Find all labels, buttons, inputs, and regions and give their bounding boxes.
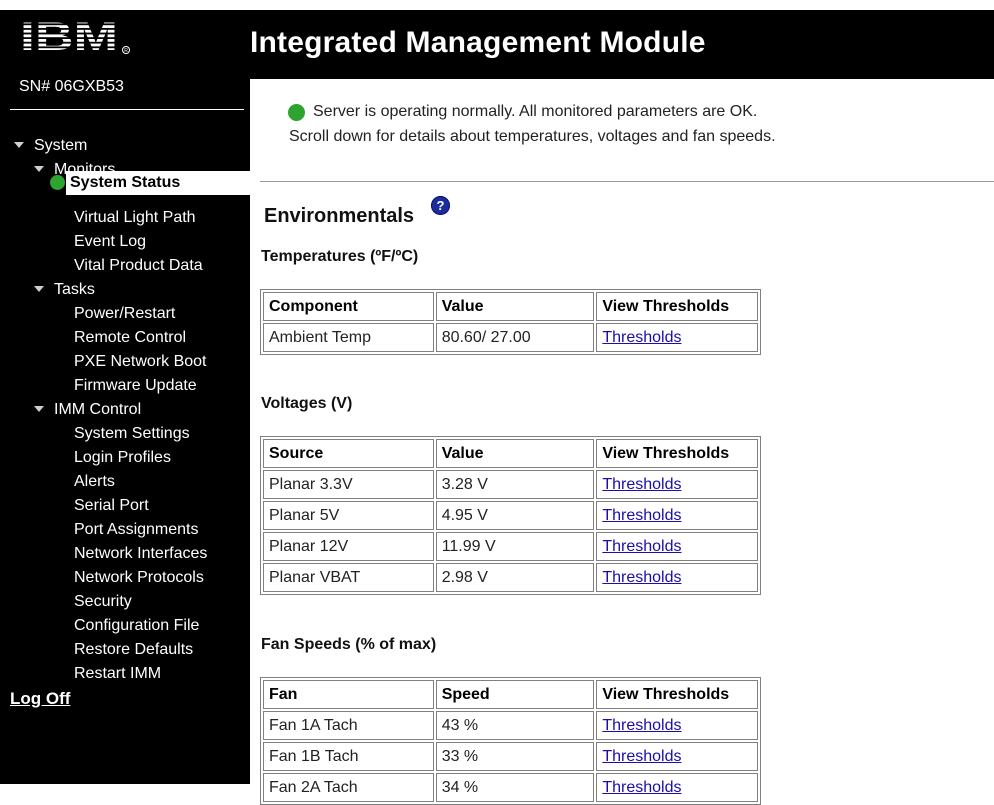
thresholds-link[interactable]: Thresholds: [602, 747, 682, 765]
page-title: Integrated Management Module: [250, 26, 706, 59]
sidebar-item-label: Vital Product Data: [74, 257, 203, 274]
column-header: Speed: [436, 680, 595, 709]
sidebar-item-network-interfaces[interactable]: [74, 542, 207, 566]
row-name-cell: Planar 12V: [263, 532, 434, 561]
table-row: [263, 323, 758, 352]
column-header: View Thresholds: [596, 680, 758, 709]
row-value-cell: 3.28 V: [436, 470, 595, 499]
section-divider: [260, 181, 994, 182]
serial-divider: [10, 109, 244, 110]
row-thresholds-cell: [596, 501, 758, 530]
row-value-cell: 43 %: [436, 711, 595, 740]
sidebar-item-label: Monitors: [54, 161, 116, 178]
row-name-cell: Planar 3.3V: [263, 470, 434, 499]
sidebar-item-label: Tasks: [54, 281, 95, 298]
sidebar-item-restore-defaults[interactable]: [74, 638, 193, 662]
log-off-link[interactable]: Log Off: [10, 689, 71, 708]
thresholds-link[interactable]: Thresholds: [602, 506, 682, 524]
sidebar-item-label: IMM Control: [54, 401, 142, 418]
sidebar-item-port-assignments[interactable]: [74, 518, 199, 542]
voltages-heading: Voltages (V): [261, 395, 353, 412]
sidebar-item-imm-control[interactable]: [34, 398, 141, 422]
row-thresholds-cell: [596, 742, 758, 771]
table-row: [263, 501, 758, 530]
table-row: [263, 532, 758, 561]
row-thresholds-cell: [596, 532, 758, 561]
table-header-row: [263, 680, 758, 709]
thresholds-link[interactable]: Thresholds: [602, 475, 682, 493]
column-header: Source: [263, 439, 434, 468]
expand-triangle-icon[interactable]: [34, 286, 44, 292]
table-row: [263, 470, 758, 499]
row-name-cell: Planar VBAT: [263, 563, 434, 592]
row-thresholds-cell: [596, 563, 758, 592]
sidebar-item-tasks[interactable]: [34, 278, 95, 302]
help-icon[interactable]: ?: [431, 196, 450, 215]
sidebar-item-system-status[interactable]: System Status: [70, 174, 181, 191]
ibm-logo: [20, 16, 130, 56]
row-thresholds-cell: [596, 711, 758, 740]
sidebar-item-alerts[interactable]: [74, 470, 115, 494]
sidebar-item-system[interactable]: [14, 134, 87, 158]
column-header: View Thresholds: [596, 292, 758, 321]
sidebar-item-power-restart[interactable]: [74, 302, 175, 326]
table-row: [263, 742, 758, 771]
sidebar-item-label: Virtual Light Path: [74, 209, 196, 226]
sidebar-item-login-profiles[interactable]: [74, 446, 171, 470]
status-hint: Scroll down for details about temperatures, voltages and fan speeds.: [289, 128, 776, 145]
sidebar-item-security[interactable]: [74, 590, 132, 614]
sidebar-item-label: Alerts: [74, 473, 115, 490]
sidebar-item-pxe-network-boot[interactable]: [74, 350, 207, 374]
column-header: View Thresholds: [596, 439, 758, 468]
row-value-cell: 4.95 V: [436, 501, 595, 530]
sidebar-item-label: Firmware Update: [74, 377, 197, 394]
sidebar-item-network-protocols[interactable]: [74, 566, 204, 590]
server-status-icon: [288, 104, 305, 121]
sidebar-item-label: Network Interfaces: [74, 545, 208, 562]
row-thresholds-cell: [596, 323, 758, 352]
sidebar-item-label: Configuration File: [74, 617, 200, 634]
expand-triangle-icon[interactable]: [14, 142, 24, 148]
thresholds-link[interactable]: Thresholds: [602, 568, 682, 586]
sidebar-item-label: Event Log: [74, 233, 147, 250]
sidebar-item-restart-imm[interactable]: [74, 662, 161, 686]
sidebar-item-firmware-update[interactable]: [74, 374, 197, 398]
sidebar-item-virtual-light-path[interactable]: [74, 206, 196, 230]
row-name-cell: Planar 5V: [263, 501, 434, 530]
row-value-cell: 11.99 V: [436, 532, 595, 561]
sidebar-item-label: PXE Network Boot: [74, 353, 207, 370]
column-header: Value: [436, 439, 595, 468]
thresholds-link[interactable]: Thresholds: [602, 328, 682, 346]
table-row: [263, 563, 758, 592]
column-header: Value: [436, 292, 595, 321]
status-message: Server is operating normally. All monitored parameters are OK.: [313, 103, 758, 120]
sidebar-item-configuration-file[interactable]: [74, 614, 199, 638]
fan-speeds-table: [260, 677, 761, 805]
row-value-cell: 80.60/ 27.00: [436, 323, 595, 352]
top-margin: [0, 0, 994, 10]
sidebar-item-label: System: [34, 137, 88, 154]
sidebar-item-label: Network Protocols: [74, 569, 204, 586]
sidebar-item-label: Restart IMM: [74, 665, 162, 682]
environmentals-heading: Environmentals: [264, 205, 415, 227]
row-name-cell: Fan 2A Tach: [263, 773, 434, 802]
row-value-cell: 2.98 V: [436, 563, 595, 592]
temperatures-table: [260, 289, 761, 355]
row-name-cell: Ambient Temp: [263, 323, 434, 352]
sidebar-item-system-settings[interactable]: [74, 422, 190, 446]
table-row: [263, 773, 758, 802]
thresholds-link[interactable]: Thresholds: [602, 537, 682, 555]
sidebar-item-serial-port[interactable]: [74, 494, 149, 518]
sidebar-item-label: Login Profiles: [74, 449, 171, 466]
thresholds-link[interactable]: Thresholds: [602, 716, 682, 734]
sidebar-item-label: Security: [74, 593, 132, 610]
svg-text:IBM: IBM: [20, 16, 118, 56]
expand-triangle-icon[interactable]: [34, 166, 44, 172]
table-row: [263, 711, 758, 740]
table-header-row: [263, 292, 758, 321]
table-header-row: [263, 439, 758, 468]
serial-number: SN# 06GXB53: [19, 78, 124, 95]
fan-speeds-heading: Fan Speeds (% of max): [261, 636, 437, 653]
svg-text:R: R: [124, 47, 128, 54]
sidebar-item-label: Power/Restart: [74, 305, 176, 322]
sidebar-item-label: Serial Port: [74, 497, 149, 514]
sidebar-item-event-log[interactable]: [74, 230, 146, 254]
temperatures-heading: Temperatures (ºF/ºC): [261, 248, 419, 265]
thresholds-link[interactable]: Thresholds: [602, 778, 682, 796]
expand-triangle-icon[interactable]: [34, 406, 44, 412]
column-header: Fan: [263, 680, 434, 709]
sidebar-item-label: Restore Defaults: [74, 641, 194, 658]
row-value-cell: 33 %: [436, 742, 595, 771]
sidebar-item-remote-control[interactable]: [74, 326, 186, 350]
row-name-cell: Fan 1A Tach: [263, 711, 434, 740]
voltages-table: [260, 436, 761, 595]
sidebar-item-vital-product-data[interactable]: [74, 254, 203, 278]
row-value-cell: 34 %: [436, 773, 595, 802]
row-name-cell: Fan 1B Tach: [263, 742, 434, 771]
row-thresholds-cell: [596, 470, 758, 499]
column-header: Component: [263, 292, 434, 321]
sidebar-item-label: Remote Control: [74, 329, 187, 346]
row-thresholds-cell: [596, 773, 758, 802]
sidebar-item-label: Port Assignments: [74, 521, 199, 538]
sidebar-item-label: System Settings: [74, 425, 190, 442]
